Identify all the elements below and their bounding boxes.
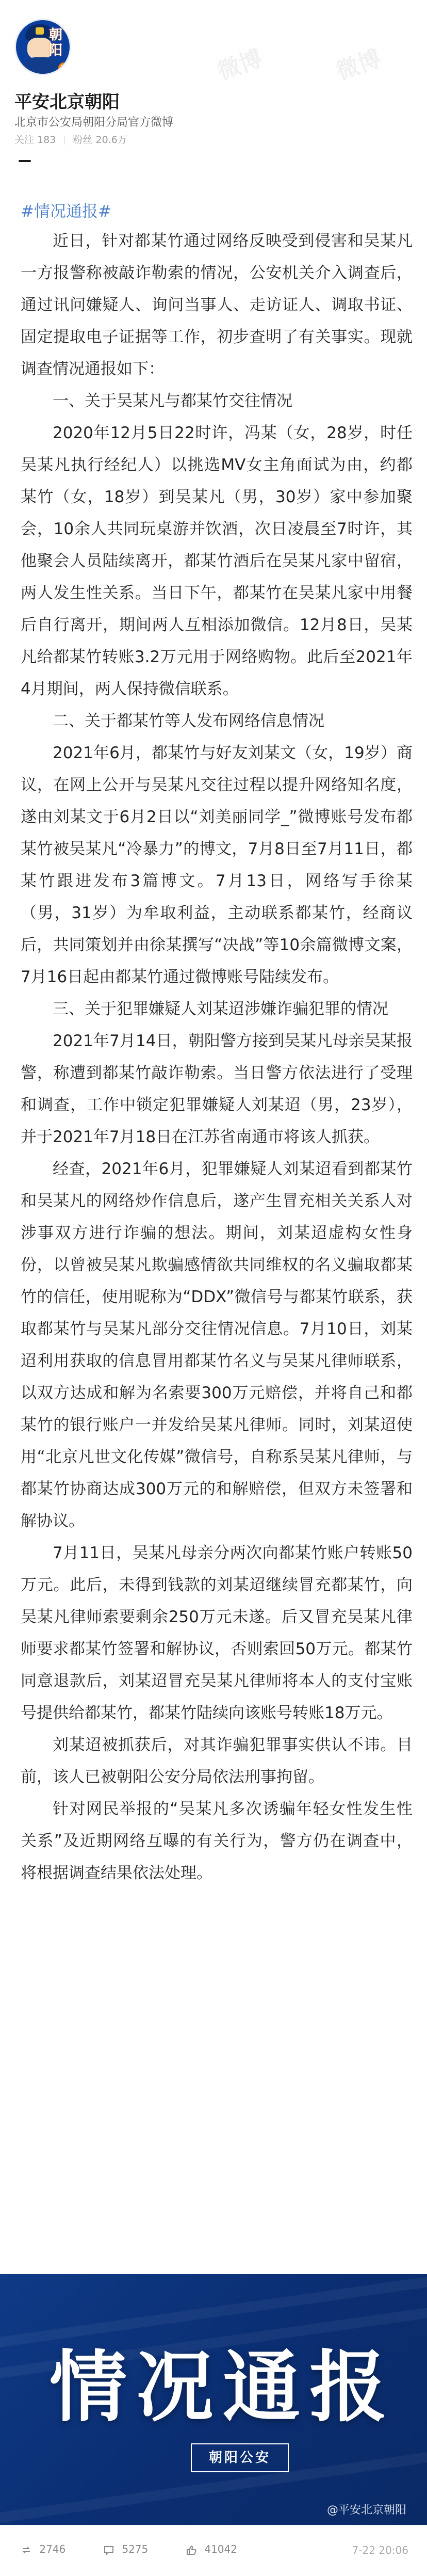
minus-icon[interactable] (19, 160, 31, 162)
comment-count: 5275 (122, 2543, 149, 2555)
profile-stats (14, 132, 127, 146)
post-content (21, 198, 413, 1889)
section-heading: 一、关于吴某凡与都某竹交往情况 (53, 392, 292, 410)
post-date: 7-22 20:06 (352, 2544, 408, 2556)
notice-banner-image[interactable] (0, 2274, 427, 2525)
post-paragraph: 2021年7月14日，朝阳警方接到吴某凡母亲吴某报警，称遭到都某竹敲诈勒索。当日警方依法进行了受理和调查，工作中锁定犯罪嫌疑人刘某迢（男，23岁），并于2021年7月18日在江苏省南通市将该人抓获。 (21, 1032, 413, 1146)
avatar[interactable] (14, 19, 71, 75)
repost-button[interactable] (21, 2543, 65, 2556)
post-paragraph: 刘某迢被抓获后，对其诈骗犯罪事实供认不讳。目前，该人已被朝阳公安分局依法刑事拘留。 (21, 1736, 413, 1786)
banner-attribution: @平安北京朝阳 (326, 2504, 406, 2517)
post-paragraph: 7月11日，吴某凡母亲分两次向都某竹账户转账50万元。此后，未得到钱款的刘某迢继续冒充都某竹，向吴某凡律师索要剩余250万元未遂。后又冒充吴某凡律师要求都某竹签署和解协议，否则索回50万元。都某竹同意退款后，刘某迢冒充吴某凡律师将本人的支付宝账号提供给都某竹，都某竹陆续向该账号转账18万元。 (21, 1544, 413, 1722)
like-button[interactable] (186, 2543, 237, 2556)
following-label: 关注 (14, 134, 35, 146)
verified-badge-icon: V (58, 62, 70, 74)
post-paragraph: 近日，针对都某竹通过网络反映受到侵害和吴某凡一方报警称被敲诈勒索的情况，公安机关介入调查后，通过讯问嫌疑人、询问当事人、走访证人、调取书证、固定提取电子证据等工作，初步查明了有关事实。现就调查情况通报如下： (21, 232, 413, 378)
hashtag-link[interactable]: #情况通报# (21, 202, 111, 221)
repost-count: 2746 (39, 2543, 66, 2555)
like-count: 41042 (204, 2543, 237, 2555)
following-count[interactable]: 183 (37, 134, 56, 146)
uniform-icon (20, 57, 61, 75)
banner-title: 情况通报 (50, 2343, 397, 2433)
cap-badge-icon (36, 27, 44, 35)
post-footer (0, 2525, 427, 2576)
post-paragraph: 2021年6月，都某竹与好友刘某文（女，19岁）商议，在网上公开与吴某凡交往过程以提升网络知名度，遂由刘某文于6月2日以“刘美丽同学_”微博账号发布都某竹被吴某凡“冷暴力”的博文，7月8日至7月11日，都某竹跟进发布3篇博文。7月13日，网络写手徐某（男，31岁）为牟取利益，主动联系都某竹，经商议后，共同策划并由徐某撰写“决战”等10余篇微博文案，7月16日起由都某竹通过微博账号陆续发布。 (21, 744, 413, 986)
post-paragraph: 2020年12月5日22时许，冯某（女，28岁，时任吴某凡执行经纪人）以挑选MV女主角面试为由，约都某竹（女，18岁）到吴某凡（男，30岁）家中参加聚会，10余人共同玩桌游并饮酒，次日凌晨至7时许，其他聚会人员陆续离开，都某竹酒后在吴某凡家中留宿，两人发生性关系。当日下午，都某竹在吴某凡家中用餐后自行离开，期间两人互相添加微信。12月8日，吴某凡给都某竹转账3.2万元用于网络购物。此后至2021年4月期间，两人保持微信联系。 (21, 424, 413, 698)
section-heading: 三、关于犯罪嫌疑人刘某迢涉嫌诈骗犯罪的情况 (53, 1000, 388, 1018)
thumbs-up-icon (186, 2545, 197, 2556)
banner-subtitle: 朝阳公安 (191, 2443, 289, 2472)
profile-name[interactable]: 平安北京朝阳 (14, 92, 120, 113)
repost-icon (21, 2545, 32, 2556)
verified-description: 北京市公安局朝阳分局官方微博 (14, 116, 174, 129)
face-icon (27, 38, 52, 59)
profile-header (0, 0, 427, 166)
followers-label: 粉丝 (73, 134, 93, 146)
post-paragraph: 针对网民举报的“吴某凡多次诱骗年轻女性发生性关系”及近期网络互曝的有关行为，警方仍在调查中，将根据调查结果依法处理。 (21, 1800, 413, 1882)
avatar-text: 朝阳 (49, 27, 63, 58)
comment-icon (103, 2545, 114, 2556)
post-paragraph: 经查，2021年6月，犯罪嫌疑人刘某迢看到都某竹和吴某凡的网络炒作信息后，遂产生冒充相关关系人对涉事双方进行诈骗的想法。期间，刘某迢虚构女性身份，以曾被吴某凡欺骗感情欲共同维权的名义骗取都某竹的信任，使用昵称为“DDX”微信号与都某竹联系，获取都某竹与吴某凡部分交往情况信息。7月10日，刘某迢利用获取的信息冒用都某竹名义与吴某凡律师联系，以双方达成和解为名索要300万元赔偿，并将自己和都某竹的银行账户一并发给吴某凡律师。同时，刘某迢使用“北京凡世文化传媒”微信号，自称系吴某凡律师，与都某竹协商达成300万元的和解赔偿，但双方未签署和解协议。 (21, 1160, 413, 1530)
section-heading: 二、关于都某竹等人发布网络信息情况 (53, 712, 324, 730)
followers-count[interactable]: 20.6万 (95, 134, 127, 146)
comment-button[interactable] (103, 2543, 148, 2556)
